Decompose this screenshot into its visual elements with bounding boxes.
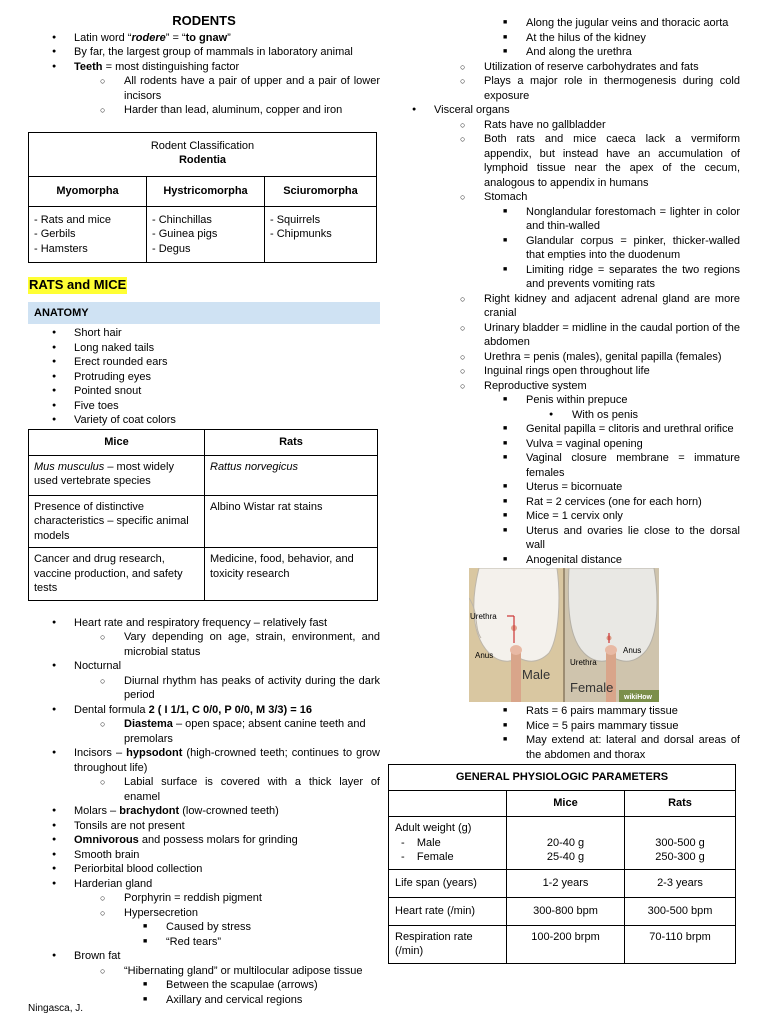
label-anus-female: Anus <box>623 646 642 655</box>
mice-rats-table <box>28 429 378 601</box>
column-header: Hystricomorpha <box>147 176 265 206</box>
list-item: ■ Penis within prepuce <box>388 393 740 408</box>
classification-order: Rodentia <box>178 154 227 166</box>
list-item: ● Tonsils are not present <box>28 819 380 834</box>
anatomy-list <box>28 326 380 428</box>
list-item: ● Five toes <box>28 399 380 414</box>
list-item: ○ Utilization of reserve carbohydrates and fats <box>388 60 740 75</box>
table-cell: 20-40 g 25-40 g <box>507 817 625 870</box>
table-cell: 2-3 years <box>625 869 736 897</box>
list-item: ● Brown fat <box>28 949 380 964</box>
list-item: ○ Hypersecretion <box>28 906 380 921</box>
table-cell: - Squirrels - Chipmunks <box>265 206 377 263</box>
table-cell: Presence of distinctive characteristics – specific animal models <box>29 495 205 548</box>
list-item: ● Omnivorous and possess molars for grinding <box>28 833 380 848</box>
table-cell: 300-500 bpm <box>625 897 736 925</box>
list-item: ○ Harder than lead, aluminum, copper and iron <box>28 103 380 118</box>
table-cell: 100-200 brpm <box>507 925 625 963</box>
table-cell: Mus musculus – most widely used vertebrate species <box>29 455 205 495</box>
list-item: ■ Nonglandular forestomach = lighter in color and thin-walled <box>388 205 740 234</box>
list-item: ■ Anogenital distance <box>388 553 740 568</box>
list-item: ■ Axillary and cervical regions <box>28 993 380 1008</box>
list-item: ● Protruding eyes <box>28 370 380 385</box>
table-title: GENERAL PHYSIOLOGIC PARAMETERS <box>389 765 736 791</box>
row-label: Heart rate (/min) <box>389 897 507 925</box>
table-cell: Albino Wistar rat stains <box>205 495 378 548</box>
list-item: ● Dental formula 2 ( I 1/1, C 0/0, P 0/0, M 3/3) = 16 <box>28 703 380 718</box>
list-item: ○ Inguinal rings open throughout life <box>388 364 740 379</box>
list-item: ● Teeth = most distinguishing factor <box>28 60 380 75</box>
list-item: ■ Mice = 1 cervix only <box>388 509 740 524</box>
classification-heading: Rodent Classification <box>150 139 255 152</box>
list-item: ● Periorbital blood collection <box>28 862 380 877</box>
list-item: ● Molars – brachydont (low-crowned teeth) <box>28 804 380 819</box>
list-item: ○ Plays a major role in thermogenesis during cold exposure <box>388 74 740 103</box>
list-item: ■ Uterus = bicornuate <box>388 480 740 495</box>
label-urethra-male: Urethra <box>470 612 497 621</box>
column-header: Rats <box>205 429 378 455</box>
list-item: ■ Vaginal closure membrane = immature females <box>388 451 740 480</box>
table-cell: Medicine, food, behavior, and toxicity research <box>205 548 378 601</box>
page-title: RODENTS <box>172 13 236 28</box>
list-item: ○ Vary depending on age, strain, environment, and microbial status <box>28 630 380 659</box>
list-item: ■ At the hilus of the kidney <box>388 31 740 46</box>
table-cell: - Chinchillas - Guinea pigs - Degus <box>147 206 265 263</box>
label-urethra-female: Urethra <box>570 658 597 667</box>
right-list <box>388 16 740 567</box>
list-item: ■ May extend at: lateral and dorsal areas of the abdomen and thorax <box>388 733 740 762</box>
footer-author: Ningasca, J. <box>28 1003 84 1014</box>
list-item: ■ Glandular corpus = pinker, thicker-walled that empties into the duodenum <box>388 234 740 263</box>
label-male: Male <box>522 667 551 682</box>
list-item: ● Erect rounded ears <box>28 355 380 370</box>
list-item: ○ Labial surface is covered with a thick layer of enamel <box>28 775 380 804</box>
list-item: ● Short hair <box>28 326 380 341</box>
list-item: ■ Uterus and ovaries lie close to the dorsal wall <box>388 524 740 553</box>
left-column <box>28 0 380 1007</box>
list-item: ■ Rat = 2 cervices (one for each horn) <box>388 495 740 510</box>
list-item: ● Nocturnal <box>28 659 380 674</box>
label-anus-male: Anus <box>475 651 494 660</box>
list-item: ○ Stomach <box>388 190 740 205</box>
table-cell: 1-2 years <box>507 869 625 897</box>
classification-table <box>28 132 377 264</box>
physiology-list <box>28 616 380 1008</box>
section-heading: RATS and MICE <box>29 277 127 292</box>
label-female: Female <box>570 680 614 695</box>
list-item: ● Harderian gland <box>28 877 380 892</box>
list-item: ○ Both rats and mice caeca lack a vermiform appendix, but instead have an accumulation of lymphoid tissue near the apex of the cecum, analogous to appendix in humans <box>388 132 740 190</box>
list-item: ● Smooth brain <box>28 848 380 863</box>
latin-word: rodere <box>131 31 166 44</box>
list-item: ● Pointed snout <box>28 384 380 399</box>
column-header: Rats <box>625 791 736 817</box>
list-item: ● Long naked tails <box>28 341 380 356</box>
column-header: Myomorpha <box>29 176 147 206</box>
list-item: ■ Rats = 6 pairs mammary tissue <box>388 704 740 719</box>
list-item: ○ Diastema – open space; absent canine teeth and premolars <box>28 717 380 746</box>
row-label: Life span (years) <box>389 869 507 897</box>
mammary-list <box>388 704 740 762</box>
intro-list <box>28 31 380 118</box>
rat-illustration <box>469 568 659 702</box>
list-item: ○ All rodents have a pair of upper and a pair of lower incisors <box>28 74 380 103</box>
table-cell: - Rats and mice - Gerbils - Hamsters <box>29 206 147 263</box>
table-cell: 300-500 g 250-300 g <box>625 817 736 870</box>
list-item: ● By far, the largest group of mammals in laboratory animal <box>28 45 380 60</box>
list-item: ○ Urethra = penis (males), genital papilla (females) <box>388 350 740 365</box>
list-item: ■ Between the scapulae (arrows) <box>28 978 380 993</box>
watermark: wikiHow <box>624 694 653 701</box>
list-item: ○ Rats have no gallbladder <box>388 118 740 133</box>
list-item: ■ Along the jugular veins and thoracic aorta <box>388 16 740 31</box>
table-cell: 70-110 brpm <box>625 925 736 963</box>
table-cell: Rattus norvegicus <box>205 455 378 495</box>
anogenital-illustration <box>469 568 659 702</box>
latin-meaning: to gnaw <box>185 31 228 44</box>
list-item: ■ Caused by stress <box>28 920 380 935</box>
list-item: ■ Genital papilla = clitoris and urethral orifice <box>388 422 740 437</box>
column-header: Mice <box>29 429 205 455</box>
list-item: ○ Porphyrin = reddish pigment <box>28 891 380 906</box>
list-item: ■ Mice = 5 pairs mammary tissue <box>388 719 740 734</box>
list-item: ■ And along the urethra <box>388 45 740 60</box>
list-item: ● Variety of coat colors <box>28 413 380 428</box>
table-cell: Cancer and drug research, vaccine production, and safety tests <box>29 548 205 601</box>
column-header: Mice <box>507 791 625 817</box>
list-item: ● Latin word “rodere” = “to gnaw” <box>28 31 380 46</box>
column-header: Sciuromorpha <box>265 176 377 206</box>
row-label: Respiration rate (/min) <box>389 925 507 963</box>
list-item: ○ “Hibernating gland” or multilocular adipose tissue <box>28 964 380 979</box>
table-cell: 300-800 bpm <box>507 897 625 925</box>
list-item: ■ “Red tears” <box>28 935 380 950</box>
list-item: ● Incisors – hypsodont (high-crowned teeth; continues to grow throughout life) <box>28 746 380 775</box>
list-item: ○ Diurnal rhythm has peaks of activity during the dark period <box>28 674 380 703</box>
list-item: ■ Vulva = vaginal opening <box>388 437 740 452</box>
right-column <box>388 16 740 964</box>
list-item: ● With os penis <box>388 408 740 423</box>
list-item: ● Visceral organs <box>388 103 740 118</box>
physiologic-parameters-table <box>388 764 736 964</box>
subsection-heading: ANATOMY <box>28 302 380 325</box>
list-item: ● Heart rate and respiratory frequency – relatively fast <box>28 616 380 631</box>
list-item: ○ Right kidney and adjacent adrenal gland are more cranial <box>388 292 740 321</box>
list-item: ○ Reproductive system <box>388 379 740 394</box>
list-item: ■ Limiting ridge = separates the two regions and prevents vomiting rats <box>388 263 740 292</box>
row-label: Adult weight (g) - Male - Female <box>389 817 507 870</box>
list-item: ○ Urinary bladder = midline in the caudal portion of the abdomen <box>388 321 740 350</box>
